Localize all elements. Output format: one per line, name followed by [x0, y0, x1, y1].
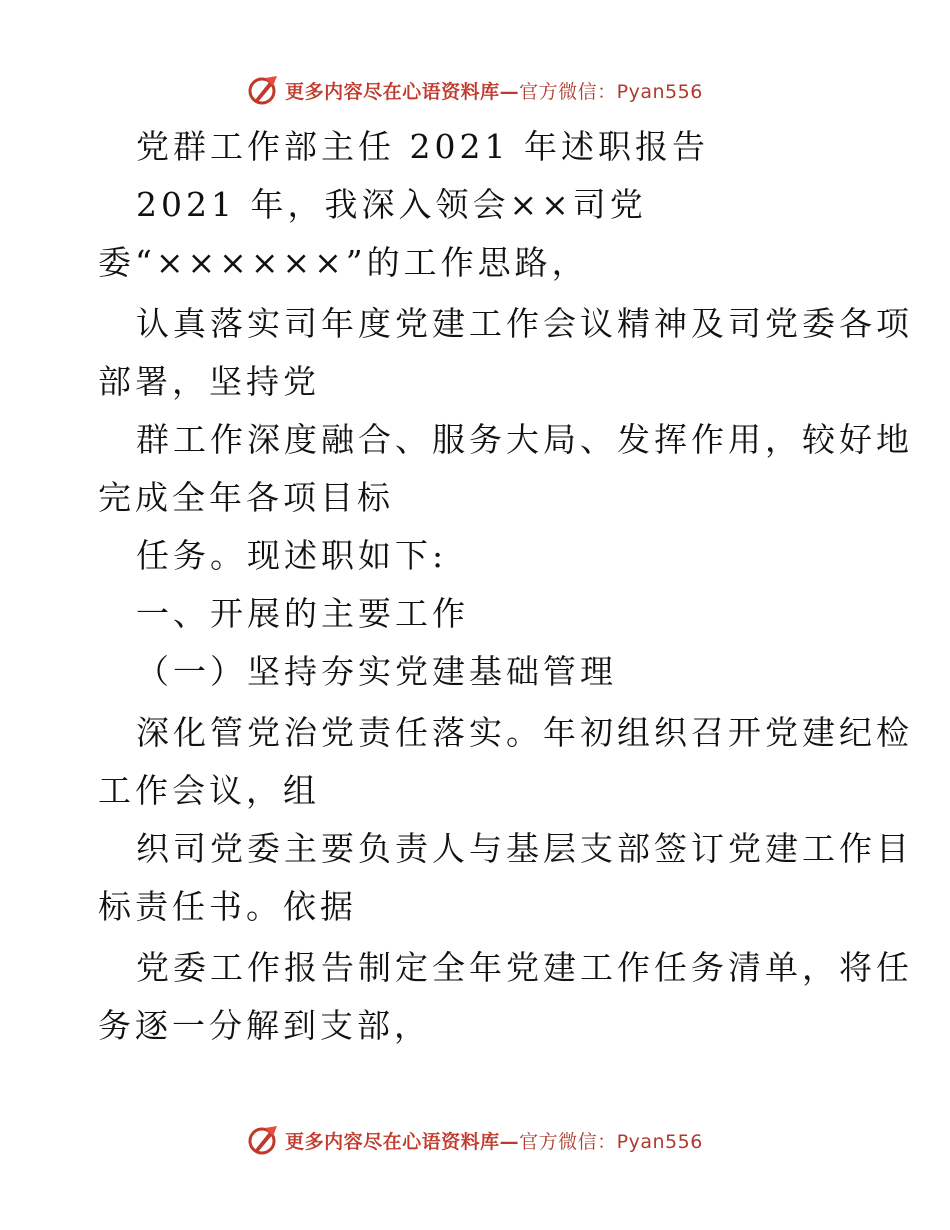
paragraph-line: 完成全年各项目标: [98, 478, 394, 517]
paragraph-line: 工作会议，组: [98, 771, 320, 810]
document-title: 党群工作部主任 2021 年述职报告: [136, 127, 709, 166]
paragraph-line: 务逐一分解到支部，: [98, 1006, 431, 1045]
paragraph-line: 标责任书。依据: [98, 887, 357, 926]
header-banner: [0, 70, 950, 110]
paragraph-line: 深化管党治党责任落实。年初组织召开党建纪检: [136, 713, 913, 752]
subsection-heading: （一）坚持夯实党建基础管理: [136, 652, 617, 691]
quill-pen-logo-icon: [247, 74, 279, 106]
quill-pen-logo-icon: [247, 1124, 279, 1156]
footer-banner: [0, 1120, 950, 1160]
banner-text: 更多内容尽在心语资料库—官方微信：Pyan556: [285, 1130, 703, 1153]
banner-text: 更多内容尽在心语资料库—官方微信：Pyan556: [285, 80, 703, 103]
paragraph-line: 群工作深度融合、服务大局、发挥作用，较好地: [136, 420, 913, 459]
paragraph-line: 委“××××××”的工作思路，: [98, 243, 589, 282]
section-heading: 一、开展的主要工作: [136, 594, 469, 633]
paragraph-line: 部署，坚持党: [98, 362, 320, 401]
paragraph-line: 任务。现述职如下:: [136, 536, 448, 575]
paragraph-line: 2021 年，我深入领会××司党: [136, 185, 647, 224]
paragraph-line: 织司党委主要负责人与基层支部签订党建工作目: [136, 829, 913, 868]
paragraph-line: 认真落实司年度党建工作会议精神及司党委各项: [136, 304, 913, 343]
paragraph-line: 党委工作报告制定全年党建工作任务清单，将任: [136, 948, 913, 987]
